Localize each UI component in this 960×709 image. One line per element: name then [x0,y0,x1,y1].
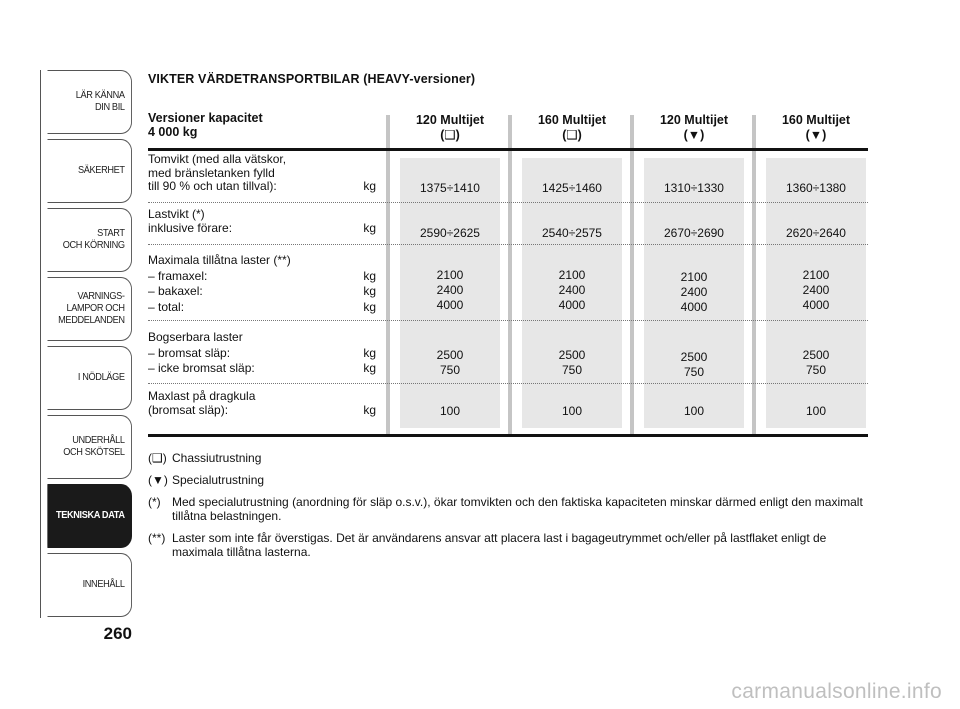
row-divider [148,244,868,245]
tab-start-och-korning[interactable]: START OCH KÖRNING [47,208,132,272]
footnote-symbol: (▼) [148,473,168,487]
footnote-symbol: (*) [148,495,161,509]
footnote-text: Laster som inte får överstigas. Det är användarens ansvar att placera last i bagageutrymmet och/eller på lastflaket enligt de maximala tillåtna lasterna. [172,531,827,559]
footnote [148,473,863,487]
column-symbol: (❑) [440,128,460,142]
column-symbol: (▼) [805,128,827,142]
table-cell: 2100 2400 4000 [802,268,830,312]
tab-varningslampor[interactable]: VARNINGS- LAMPOR OCH MEDDELANDEN [47,277,132,341]
footnote-symbol: (❑) [148,451,167,465]
column-name: 120 Multijet [415,113,485,127]
table-bottom-rule [148,434,868,437]
table-cell: 2500 750 [802,348,830,377]
footnote [148,531,863,559]
tab-tekniska-data[interactable]: TEKNISKA DATA [47,484,132,548]
row-divider [148,202,868,203]
column-header [512,113,632,143]
footnotes [148,451,863,567]
row-label-tomvikt: Tomvikt (med alla vätskor, med bränsletanken fylld till 90 % och utan tillval): [148,152,287,193]
footnote-symbol: (**) [148,531,166,545]
tab-i-nodlage[interactable]: I NÖDLÄGE [47,346,132,410]
table-cell: 2620÷2640 [786,226,846,240]
footnote-text: Specialutrustning [172,473,265,487]
table-header-versions: Versioner kapacitet 4 000 kg [148,111,263,139]
row-label-maximala-laster: Maximala tillåtna laster (**) – framaxel: – bakaxel: – total: [148,253,291,314]
table-cell: 2500 750 [436,348,464,377]
tab-innehall[interactable]: INNEHÅLL [47,553,132,617]
table-cell: 1310÷1330 [664,181,724,195]
watermark: carmanualsonline.info [731,680,942,703]
row-label-maxlast-dragkula: Maxlast på dragkula (bromsat släp): [148,389,256,417]
table-cell: 100 [683,404,705,418]
table-cell: 2500 750 [558,348,586,377]
table-cell: 2540÷2575 [542,226,602,240]
column-name: 160 Multijet [537,113,607,127]
table-cell: 100 [561,404,583,418]
table-cell: 2500 750 [680,350,708,379]
column-header [634,113,754,143]
column-symbol: (❑) [562,128,582,142]
tab-sakerhet[interactable]: SÄKERHET [47,139,132,203]
row-unit: kg [363,221,376,235]
tab-underhall-och-skotsel[interactable]: UNDERHÅLL OCH SKÖTSEL [47,415,132,479]
row-label-lastvikt: Lastvikt (*) inklusive förare: [148,207,233,235]
table-cell: 1360÷1380 [786,181,846,195]
table-cell: 1375÷1410 [420,181,480,195]
column-name: 160 Multijet [781,113,851,127]
table-cell: 2590÷2625 [420,226,480,240]
table-cell: 1425÷1460 [542,181,602,195]
row-unit: kg kg [363,345,376,375]
table-header-rule [148,148,868,151]
table-cell: 100 [805,404,827,418]
row-unit: kg [363,403,376,417]
footnote [148,451,863,465]
footnote-text: Med specialutrustning (anordning för släp o.s.v.), ökar tomvikten och den faktiska kapaciteten minskar därmed enligt den maximalt tillåtna belastningen. [172,495,863,523]
column-header [756,113,876,143]
column-symbol: (▼) [683,128,705,142]
row-unit: kg [363,179,376,193]
row-label-bogserbara-laster: Bogserbara laster – bromsat släp: – icke bromsat släp: [148,330,255,375]
table-cell: 2100 2400 4000 [436,268,464,312]
column-header [390,113,510,143]
tab-lar-kanna-din-bil[interactable]: LÄR KÄNNA DIN BIL [47,70,132,134]
table-cell: 100 [439,404,461,418]
table-cell: 2670÷2690 [664,226,724,240]
row-divider [148,383,868,384]
sidebar-edge [40,70,41,618]
table-cell: 2100 2400 4000 [680,270,708,314]
page-number: 260 [103,624,132,643]
page-title: VIKTER VÄRDETRANSPORTBILAR (HEAVY-versioner) [148,72,476,86]
row-divider [148,320,868,321]
column-name: 120 Multijet [659,113,729,127]
footnote-text: Chassiutrustning [172,451,262,465]
table-cell: 2100 2400 4000 [558,268,586,312]
footnote [148,495,863,523]
row-unit: kg kg kg [363,268,376,314]
